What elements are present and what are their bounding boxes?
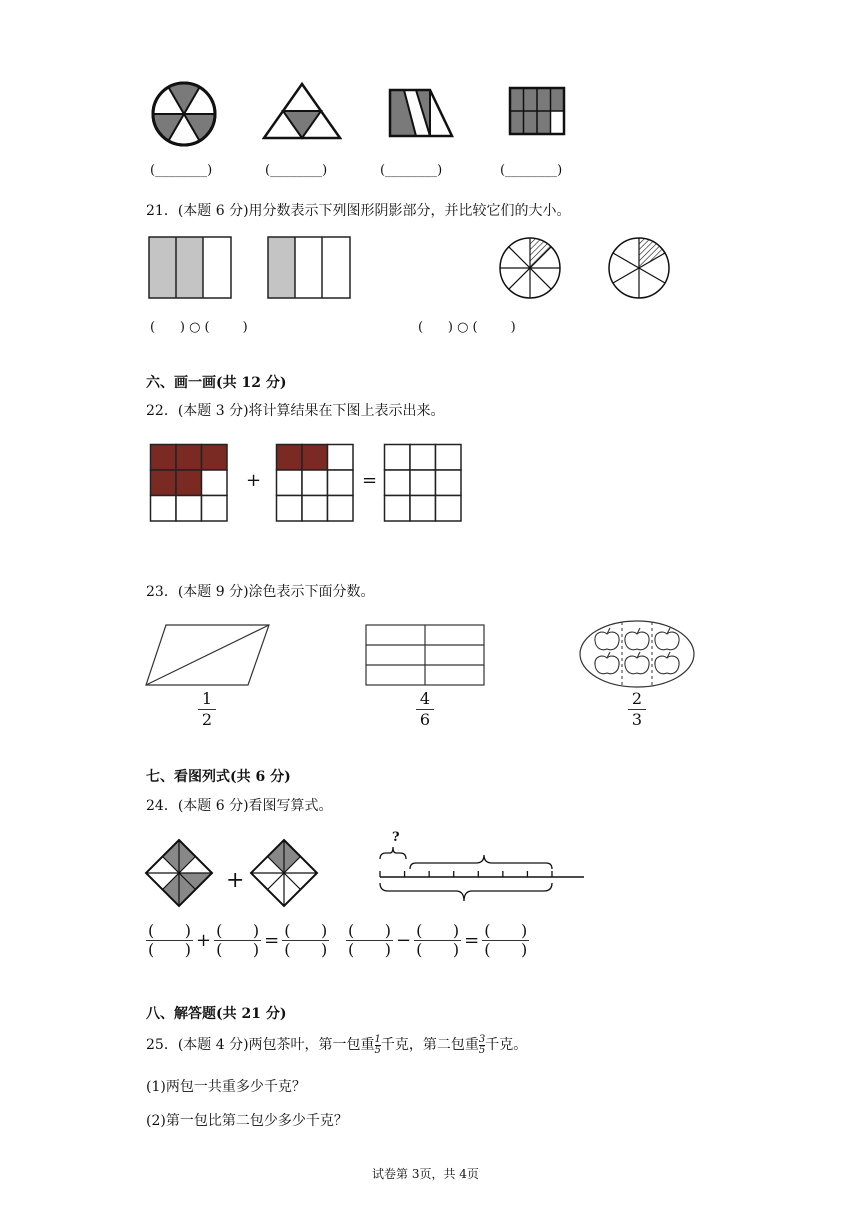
section-6-title: 六、画一画(共 12 分) (146, 375, 287, 391)
q22-equals-sign: = (362, 470, 378, 491)
grid-cell (202, 445, 228, 471)
q24-number-line (376, 845, 588, 907)
q24-plus-sign: + (226, 868, 245, 893)
grid-cell (302, 496, 328, 522)
triangle-fourths-figure (262, 82, 342, 140)
grid-cell (176, 445, 202, 471)
q21-rect-two-thirds (148, 236, 234, 300)
grid-cell (176, 470, 202, 496)
grid-cell (151, 470, 177, 496)
apple-icon (625, 656, 649, 674)
grid-cell (410, 496, 436, 522)
grid-cell (436, 445, 462, 471)
q23-parallelogram[interactable] (144, 622, 272, 688)
circle-sixths-figure (148, 78, 220, 150)
grid-cell (385, 496, 411, 522)
q24-diamond-left (144, 838, 214, 908)
answer-blank-4[interactable]: (________) (500, 163, 563, 178)
section-7-title: 七、看图列式(共 6 分) (146, 769, 291, 785)
apple-icon (595, 632, 619, 650)
grid-cell (436, 470, 462, 496)
q22-grid-middle (275, 443, 355, 523)
grid-cell (410, 470, 436, 496)
q24-equation-1[interactable]: ( ) ( ) + ( ) ( ) = ( ) ( ) (148, 921, 328, 959)
q21-compare-right[interactable]: ( ) ○ ( ) (418, 320, 516, 335)
q21-circle-sixths (607, 236, 671, 300)
grid-cell (385, 470, 411, 496)
q22-grid-answer[interactable] (383, 443, 463, 523)
question-25-sub-1: (1)两包一共重多少千克？ (146, 1079, 306, 1095)
grid-cell (436, 496, 462, 522)
grid-cell (176, 496, 202, 522)
grid-cell (277, 496, 303, 522)
q23-rectangle-sixths[interactable] (365, 624, 487, 688)
question-24-text: 24．(本题 6 分)看图写算式。 (146, 798, 333, 814)
page-footer: 试卷第 3页，共 4页 (372, 1167, 479, 1181)
q23-fraction-2: 4 6 (416, 690, 434, 729)
grid-cell (277, 445, 303, 471)
q23-fraction-1: 1 2 (198, 690, 216, 729)
q21-rect-one-third (267, 236, 353, 300)
grid-cell (328, 445, 354, 471)
q24-question-mark: ? (392, 830, 400, 845)
grid-cell (202, 496, 228, 522)
q22-plus-sign: + (246, 470, 262, 491)
apple-icon (625, 632, 649, 650)
question-21-text: 21．(本题 6 分)用分数表示下列图形阴影部分，并比较它们的大小。 (146, 203, 571, 219)
grid-cell (385, 445, 411, 471)
q25-fraction-1: $\frac{1}{5}$ (374, 1033, 381, 1056)
section-8-title: 八、解答题(共 21 分) (146, 1006, 287, 1022)
grid-cell (410, 445, 436, 471)
grid-cell (302, 445, 328, 471)
rectangle-grid-figure (508, 86, 566, 136)
q24-diamond-right (249, 838, 319, 908)
apple-icon (655, 656, 679, 674)
question-25-sub-2: (2)第一包比第二包少多少千克？ (146, 1113, 348, 1129)
grid-cell (202, 470, 228, 496)
answer-blank-3[interactable]: (________) (380, 163, 443, 178)
grid-cell (328, 496, 354, 522)
q24-equation-2[interactable]: ( ) ( ) − ( ) ( ) = ( ) ( ) (348, 921, 528, 959)
question-22-text: 22．(本题 3 分)将计算结果在下图上表示出来。 (146, 403, 445, 419)
grid-cell (277, 470, 303, 496)
apple-icon (655, 632, 679, 650)
grid-cell (302, 470, 328, 496)
grid-cell (328, 470, 354, 496)
parallelogram-strips-figure (386, 86, 456, 140)
question-23-text: 23．(本题 9 分)涂色表示下面分数。 (146, 584, 375, 600)
q21-compare-left[interactable]: ( ) ○ ( ) (150, 320, 248, 335)
q25-fraction-2: $\frac{3}{5}$ (478, 1033, 486, 1056)
q21-circle-eighths (498, 236, 562, 300)
answer-blank-1[interactable]: (________) (150, 163, 213, 178)
answer-blank-2[interactable]: (________) (265, 163, 328, 178)
q23-fraction-3: 2 3 (628, 690, 646, 729)
apple-icon (595, 656, 619, 674)
grid-cell (151, 496, 177, 522)
q22-grid-left (149, 443, 229, 523)
q23-apples-oval[interactable] (578, 618, 696, 690)
q22-grid-left-cells (151, 445, 228, 522)
grid-cell (151, 445, 177, 471)
question-25-text: 25．(本题 4 分)两包茶叶，第一包重 $\frac{1}{5}$ 千克，第二包重 $\frac{3}{5}$ 千克。 (146, 1033, 528, 1056)
